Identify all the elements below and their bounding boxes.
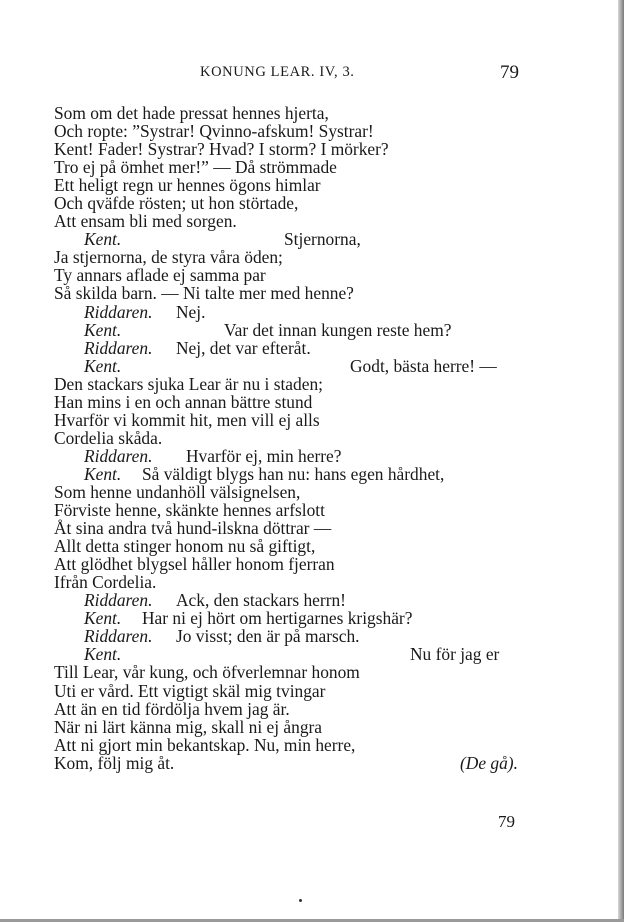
verse-line: [0, 375, 624, 393]
verse-line-text: Förviste henne, skänkte hennes arfslott: [54, 500, 325, 521]
verse-line-text: Så skilda barn. — Ni talte mer med henne?: [54, 283, 354, 304]
verse-line-text: Till Lear, vår kung, och öfverlemnar honom: [54, 662, 360, 683]
speaker-name: Riddaren.: [84, 337, 153, 358]
verse-line: [0, 339, 624, 357]
verse-line-text: Nej.: [176, 301, 206, 322]
verse-line: [0, 627, 624, 645]
verse-line: [0, 411, 624, 429]
verse-line-text: Att än en tid fördölja hvem jag är.: [54, 698, 290, 719]
verse-line: [0, 248, 624, 266]
verse-line-text: Kent! Fader! Systrar? Hvad? I storm? I mörker?: [54, 139, 389, 160]
verse-line: [0, 555, 624, 573]
verse-line: [0, 303, 624, 321]
verse-line-text: Ifrån Cordelia.: [54, 572, 157, 593]
verse-line: [0, 122, 624, 140]
verse-line: [0, 176, 624, 194]
speaker-name: Kent.: [84, 463, 122, 484]
verse-line: [0, 573, 624, 591]
verse-line-text: Som henne undanhöll välsignelsen,: [54, 481, 301, 502]
verse-line: [0, 158, 624, 176]
speaker-name: Kent.: [84, 608, 122, 629]
verse-line: [0, 682, 624, 700]
verse-line-text: När ni lärt känna mig, skall ni ej ångra: [54, 716, 323, 737]
verse-line-text: Var det innan kungen reste hem?: [224, 319, 452, 340]
verse-line-text: Jo visst; den är på marsch.: [176, 626, 360, 647]
verse-line-text: Cordelia skåda.: [54, 427, 163, 448]
verse-line-text: Ett heligt regn ur hennes ögons himlar: [54, 175, 321, 196]
verse-line-text: Hvarför vi kommit hit, men vill ej alls: [54, 409, 320, 430]
verse-line-text: Nu för jag er: [410, 644, 500, 665]
verse-line: [0, 321, 624, 339]
speaker-name: Riddaren.: [84, 301, 153, 322]
verse-line-text: Stjernorna,: [284, 229, 361, 250]
verse-line-text: Han mins i en och annan bättre stund: [54, 391, 313, 412]
verse-line: [0, 104, 624, 122]
verse-line-text: Tro ej på ömhet mer!” — Då strömmade: [54, 157, 337, 178]
verse-line: [0, 501, 624, 519]
speaker-name: Riddaren.: [84, 590, 153, 611]
verse-line: [0, 447, 624, 465]
verse-line: [0, 465, 624, 483]
speaker-name: Kent.: [84, 355, 122, 376]
verse-line: [0, 609, 624, 627]
verse-line-text: Nej, det var efteråt.: [176, 337, 311, 358]
footer-page-number: 79: [498, 812, 515, 831]
ink-speck: [299, 899, 302, 902]
verse-line: [0, 266, 624, 284]
verse-line-text: Ack, den stackars herrn!: [176, 590, 346, 611]
verse-line-text: Ty annars aflade ej samma par: [54, 265, 266, 286]
verse-line-text: Den stackars sjuka Lear är nu i staden;: [54, 373, 323, 394]
stage-direction: (De gå).: [460, 752, 518, 773]
verse-line: [0, 284, 624, 302]
verse-line: [0, 519, 624, 537]
verse-line: [0, 393, 624, 411]
verse-line-text: Uti er vård. Ett vigtigt skäl mig tvingar: [54, 680, 326, 701]
verse-line: [0, 700, 624, 718]
page-number: 79: [500, 62, 519, 83]
verse-line: [0, 429, 624, 447]
verse-line: [0, 537, 624, 555]
verse-line-text: Åt sina andra två hund-ilskna döttrar —: [54, 518, 332, 539]
speaker-name: Kent.: [84, 644, 122, 665]
running-head: KONUNG LEAR. IV, 3.: [200, 64, 355, 80]
verse-line-text: Allt detta stinger honom nu så giftigt,: [54, 536, 316, 557]
verse-line: [0, 754, 624, 772]
verse-line-text: Hvarför ej, min herre?: [186, 445, 342, 466]
verse-line: [0, 591, 624, 609]
speaker-name: Riddaren.: [84, 626, 153, 647]
verse-line-text: Att ni gjort min bekantskap. Nu, min herre,: [54, 734, 356, 755]
verse-line: [0, 140, 624, 158]
verse-line: [0, 645, 624, 663]
verse-line-text: Och qväfde rösten; ut hon störtade,: [54, 193, 299, 214]
verse-line: [0, 483, 624, 501]
verse-line-text: Att glödhet blygsel håller honom fjerran: [54, 554, 335, 575]
verse-line-text: Ja stjernorna, de styra våra öden;: [54, 247, 283, 268]
verse-text: [0, 104, 624, 772]
verse-line-text: Godt, bästa herre! —: [350, 355, 497, 376]
verse-line: [0, 230, 624, 248]
verse-line: [0, 663, 624, 681]
verse-line-text: Som om det hade pressat hennes hjerta,: [54, 103, 329, 123]
verse-line: [0, 736, 624, 754]
verse-line: [0, 212, 624, 230]
verse-line-text: Att ensam bli med sorgen.: [54, 211, 237, 232]
speaker-name: Kent.: [84, 319, 122, 340]
speaker-name: Kent.: [84, 229, 122, 250]
page-header: [0, 62, 624, 86]
verse-line-text: Så väldigt blygs han nu: hans egen hårdhet,: [142, 463, 445, 484]
verse-line-text: Har ni ej hört om hertigarnes krigshär?: [142, 608, 413, 629]
verse-line: [0, 194, 624, 212]
verse-line: [0, 357, 624, 375]
verse-line: [0, 718, 624, 736]
speaker-name: Riddaren.: [84, 445, 153, 466]
verse-line-text: Kom, följ mig åt.: [54, 752, 175, 773]
verse-line-text: Och ropte: ”Systrar! Qvinno-afskum! Systrar!: [54, 121, 374, 142]
